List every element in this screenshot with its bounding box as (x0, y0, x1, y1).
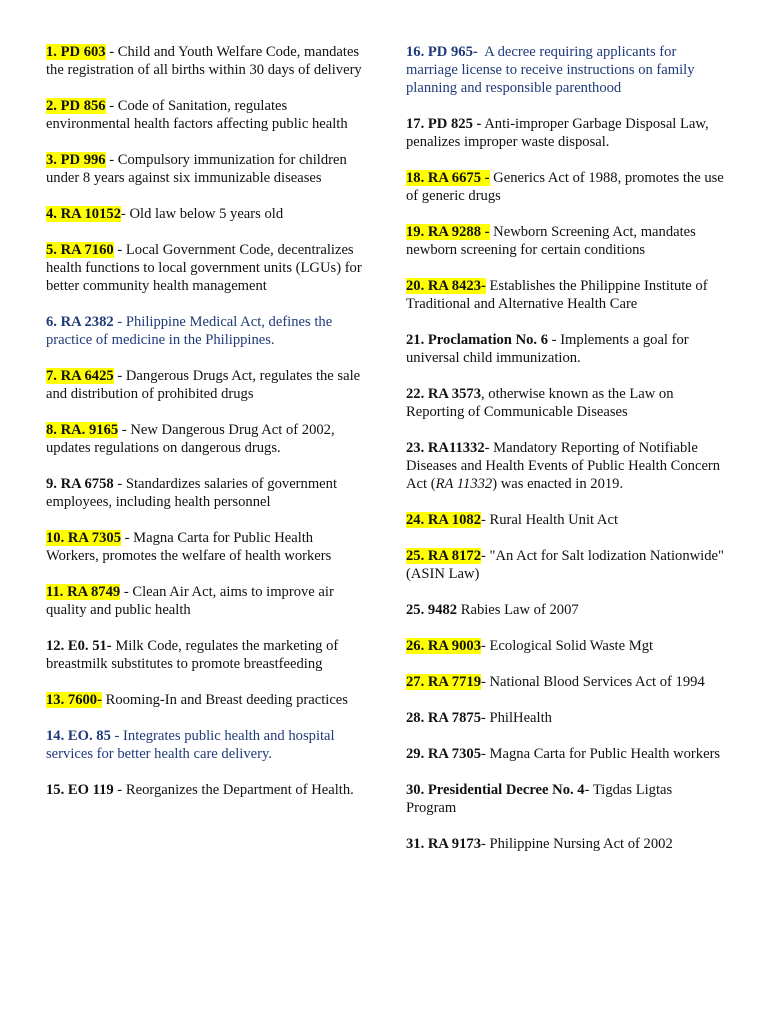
law-description: Generics Act of 1988, promotes the use of generic drugs (406, 170, 724, 204)
law-label: 15. EO 119 (46, 782, 114, 798)
law-label: 13. 7600- (46, 692, 102, 708)
law-description: Establishes the Philippine Institute of Traditional and Alternative Health Care (406, 278, 708, 312)
list-item: 15. EO 119 - Reorganizes the Department of Health. (46, 782, 354, 798)
list-item (406, 277, 726, 313)
law-label: 3. PD 996 (46, 152, 106, 168)
law-label: 18. RA 6675 - (406, 170, 490, 186)
list-item: 31. RA 9173- Philippine Nursing Act of 2002 (406, 836, 673, 852)
list-item: 25. RA 8172- "An Act for Salt lodization Nationwide" (ASIN Law) (406, 548, 724, 582)
list-item: 8. RA. 9165 - New Dangerous Drug Act of 2002, updates regulations on dangerous drugs. (46, 422, 335, 456)
law-description: Magna Carta for Public Health workers (489, 746, 721, 762)
law-label: 1. PD 603 (46, 44, 106, 60)
law-label: 29. RA 7305 (406, 746, 481, 762)
law-description: Newborn Screening Act, mandates newborn screening for certain conditions (406, 224, 696, 258)
list-item: 23. RA11332- Mandatory Reporting of Notifiable Diseases and Health Events of Public Health Concern Act (RA 11332) was enacted in 2019. (406, 440, 721, 492)
law-description: Code of Sanitation, regulates environmental health factors affecting public health (46, 98, 348, 132)
law-label: 23. RA11332 (406, 440, 485, 456)
list-item (406, 169, 726, 205)
law-label: 9. RA 6758 (46, 476, 114, 492)
law-label: 25. 9482 (406, 602, 458, 618)
law-description: Child and Youth Welfare Code, mandates the registration of all births within 30 days of delivery (46, 44, 362, 78)
law-description: Clean Air Act, aims to improve air quality and public health (46, 584, 334, 618)
law-description: New Dangerous Drug Act of 2002, updates regulations on dangerous drugs. (46, 422, 335, 456)
law-label: 24. RA 1082 (406, 512, 481, 528)
list-item: 3. PD 996 - Compulsory immunization for children under 8 years against six immunizable diseases (46, 152, 347, 186)
document-page (46, 43, 726, 871)
list-item: 26. RA 9003- Ecological Solid Waste Mgt (406, 638, 654, 654)
law-description: Milk Code, regulates the marketing of breastmilk substitutes to promote breastfeeding (46, 638, 339, 672)
list-item: 4. RA 10152- Old law below 5 years old (46, 206, 284, 222)
law-description: Rural Health Unit Act (489, 512, 618, 528)
law-label: 7. RA 6425 (46, 368, 114, 384)
law-description: Dangerous Drugs Act, regulates the sale and distribution of prohibited drugs (46, 368, 361, 402)
left-column (46, 43, 362, 871)
law-description: Standardizes salaries of government employees, including health personnel (46, 476, 338, 510)
law-citation: RA 11332 (435, 476, 493, 492)
list-item: 14. EO. 85 - Integrates public health and hospital services for better health care delivery. (46, 728, 335, 762)
list-item: 30. Presidential Decree No. 4- Tigdas Ligtas Program (406, 782, 673, 816)
list-item: 24. RA 1082- Rural Health Unit Act (406, 512, 618, 528)
law-label: 20. RA 8423- (406, 278, 486, 294)
law-label: 31. RA 9173 (406, 836, 481, 852)
law-description: Compulsory immunization for children under 8 years against six immunizable diseases (46, 152, 347, 186)
right-column (406, 43, 726, 871)
list-item (46, 637, 362, 673)
law-description: Reorganizes the Department of Health. (125, 782, 354, 798)
law-label: 10. RA 7305 (46, 530, 121, 546)
list-item: 22. RA 3573, otherwise known as the Law on Reporting of Communicable Diseases (406, 386, 674, 420)
list-item (46, 691, 362, 709)
law-label: 22. RA 3573 (406, 386, 481, 402)
law-label: 5. RA 7160 (46, 242, 114, 258)
list-item: 2. PD 856 - Code of Sanitation, regulates environmental health factors affecting public health (46, 98, 348, 132)
law-label: 16. PD 965- (406, 44, 478, 60)
law-description: PhilHealth (489, 710, 552, 726)
list-item (406, 115, 726, 151)
law-label: 6. RA 2382 (46, 314, 114, 330)
law-description: National Blood Services Act of 1994 (489, 674, 705, 690)
law-label: 4. RA 10152 (46, 206, 121, 222)
list-item: 7. RA 6425 - Dangerous Drugs Act, regulates the sale and distribution of prohibited drugs (46, 368, 361, 402)
law-description: Anti-improper Garbage Disposal Law, penalizes improper waste disposal. (406, 116, 709, 150)
law-label: 28. RA 7875 (406, 710, 481, 726)
list-item: 9. RA 6758 - Standardizes salaries of government employees, including health personnel (46, 476, 338, 510)
law-label: 26. RA 9003 (406, 638, 481, 654)
list-item: 27. RA 7719- National Blood Services Act of 1994 (406, 674, 705, 690)
list-item: 21. Proclamation No. 6 - Implements a goal for universal child immunization. (406, 332, 689, 366)
law-description: otherwise known as the Law on Reporting of Communicable Diseases (406, 386, 674, 420)
law-label: 11. RA 8749 (46, 584, 121, 600)
list-item: 1. PD 603 - Child and Youth Welfare Code, mandates the registration of all births within 30 days of delivery (46, 44, 362, 78)
law-label: 8. RA. 9165 (46, 422, 119, 438)
law-label: 14. EO. 85 (46, 728, 111, 744)
law-description: Tigdas Ligtas Program (406, 782, 673, 816)
law-description: "An Act for Salt lodization Nationwide" (ASIN Law) (406, 548, 724, 582)
law-label: 2. PD 856 (46, 98, 106, 114)
list-item: 6. RA 2382 - Philippine Medical Act, defines the practice of medicine in the Philippines. (46, 314, 333, 348)
law-description: Philippine Nursing Act of 2002 (489, 836, 673, 852)
law-label: 17. PD 825 - (406, 116, 482, 132)
law-label: 12. E0. 51- (46, 638, 112, 654)
law-description: Rooming-In and Breast deeding practices (105, 692, 348, 708)
law-label: 25. RA 8172 (406, 548, 481, 564)
list-item (406, 223, 726, 259)
law-label: 30. Presidential Decree No. 4 (406, 782, 585, 798)
list-item: 29. RA 7305- Magna Carta for Public Health workers (406, 746, 721, 762)
law-description: Local Government Code, decentralizes health functions to local government units (LGUs) for better community health management (46, 242, 362, 294)
law-label: 27. RA 7719 (406, 674, 481, 690)
list-item: 11. RA 8749 - Clean Air Act, aims to improve air quality and public health (46, 584, 334, 618)
list-item: 5. RA 7160 - Local Government Code, decentralizes health functions to local government units (LGUs) for better community health management (46, 242, 362, 294)
law-description: Ecological Solid Waste Mgt (489, 638, 654, 654)
law-description: Philippine Medical Act, defines the practice of medicine in the Philippines. (46, 314, 333, 348)
law-description: Mandatory Reporting of Notifiable Diseases and Health Events of Public Health Concern Act ( (406, 440, 721, 492)
law-description: A decree requiring applicants for marriage license to receive instructions on family planning and responsible parenthood (406, 44, 695, 96)
law-description: Old law below 5 years old (129, 206, 284, 222)
law-description: Integrates public health and hospital services for better health care delivery. (46, 728, 335, 762)
law-description: Implements a goal for universal child immunization. (406, 332, 689, 366)
law-label: 21. Proclamation No. 6 (406, 332, 549, 348)
law-label: 19. RA 9288 - (406, 224, 490, 240)
list-item: 28. RA 7875- PhilHealth (406, 710, 552, 726)
list-item (406, 43, 726, 97)
law-description: Rabies Law of 2007 (460, 602, 579, 618)
list-item: 10. RA 7305 - Magna Carta for Public Health Workers, promotes the welfare of health workers (46, 530, 332, 564)
list-item (406, 601, 726, 619)
law-description: Magna Carta for Public Health Workers, promotes the welfare of health workers (46, 530, 332, 564)
